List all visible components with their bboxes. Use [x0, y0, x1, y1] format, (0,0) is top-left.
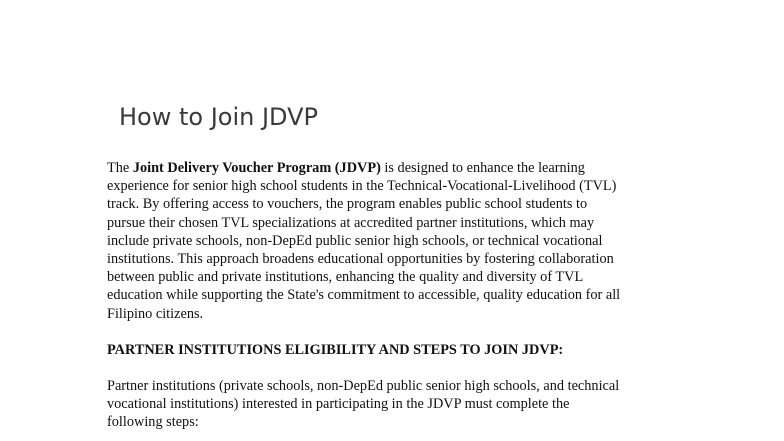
intro-line: pursue their chosen TVL specializations at accredited partner institutions, which may — [107, 214, 595, 231]
program-name: Joint Delivery Voucher Program (JDVP) — [132, 160, 381, 176]
intro-line: include private schools, non-DepEd public senior high schools, or technical vocational — [107, 232, 603, 249]
intro-line-1-rest: is designed to enhance the learning — [380, 160, 585, 176]
intro-line-1 — [107, 159, 687, 177]
steps-intro-paragraph — [107, 377, 687, 432]
intro-prefix: The — [107, 160, 133, 176]
intro-paragraph — [107, 159, 687, 323]
intro-line: between public and private institutions, enhancing the quality and diversity of TVL — [107, 269, 584, 286]
steps-intro-line: vocational institutions) interested in participating in the JDVP must complete the — [107, 396, 570, 413]
intro-line: track. By offering access to vouchers, the program enables public school students to — [107, 196, 588, 213]
steps-intro-line: Partner institutions (private schools, non-DepEd public senior high schools, and technical — [107, 378, 620, 394]
section-heading-text: PARTNER INSTITUTIONS ELIGIBILITY AND STEPS TO JOIN JDVP: — [107, 342, 564, 358]
intro-line: institutions. This approach broadens educational opportunities by fostering collaboration — [107, 251, 614, 268]
section-heading — [107, 341, 687, 359]
intro-line: education while supporting the State's commitment to accessible, quality education for all — [107, 287, 621, 304]
page-title: How to Join JDVP — [119, 103, 319, 131]
intro-line: Filipino citizens. — [107, 305, 204, 322]
steps-intro-line: following steps: — [107, 414, 199, 431]
intro-line: experience for senior high school students in the Technical-Vocational-Livelihood (TVL) — [107, 178, 617, 195]
